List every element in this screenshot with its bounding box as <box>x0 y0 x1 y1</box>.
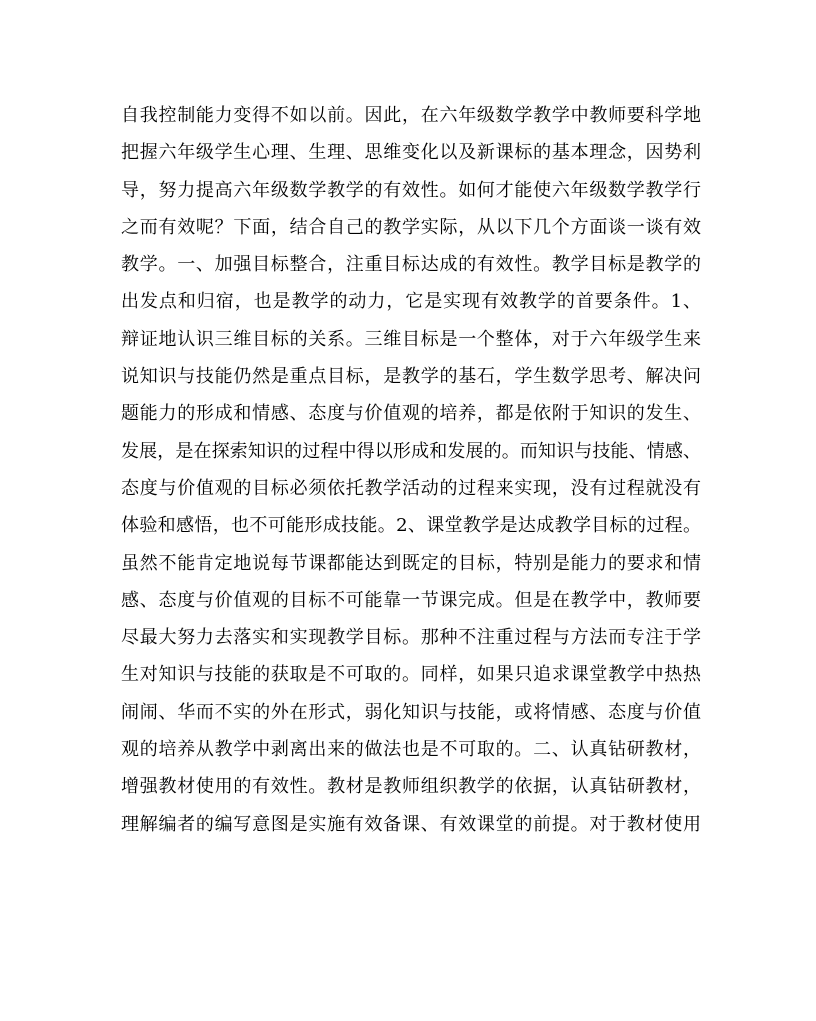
text-line: 导，努力提高六年级数学教学的有效性。如何才能使六年级数学教学行 <box>121 179 701 201</box>
text-line: 发展，是在探索知识的过程中得以形成和发展的。而知识与技能、情感、 <box>121 440 701 462</box>
text-line: 题能力的形成和情感、态度与价值观的培养，都是依附于知识的发生、 <box>121 403 701 425</box>
text-line: 说知识与技能仍然是重点目标，是教学的基石，学生数学思考、解决问 <box>121 366 701 388</box>
text-line: 感、态度与价值观的目标不可能靠一节课完成。但是在教学中，教师要 <box>121 589 701 611</box>
text-line: 辩证地认识三维目标的关系。三维目标是一个整体，对于六年级学生来 <box>121 328 701 350</box>
text-line: 教学。一、加强目标整合，注重目标达成的有效性。教学目标是教学的 <box>121 254 701 276</box>
text-line: 虽然不能肯定地说每节课都能达到既定的目标，特别是能力的要求和情 <box>121 552 701 574</box>
text-line: 尽最大努力去落实和实现教学目标。那种不注重过程与方法而专注于学 <box>121 627 701 649</box>
text-line: 生对知识与技能的获取是不可取的。同样，如果只追求课堂教学中热热 <box>121 664 701 686</box>
text-line: 理解编者的编写意图是实施有效备课、有效课堂的前提。对于教材使用 <box>121 813 701 835</box>
text-line: 增强教材使用的有效性。教材是教师组织教学的依据，认真钻研教材， <box>121 776 701 798</box>
text-line: 出发点和归宿，也是教学的动力，它是实现有效教学的首要条件。1、 <box>121 291 701 313</box>
text-line: 闹闹、华而不实的外在形式，弱化知识与技能，或将情感、态度与价值 <box>121 701 701 723</box>
text-line: 体验和感悟，也不可能形成技能。2、课堂教学是达成教学目标的过程。 <box>121 515 701 537</box>
text-line: 态度与价值观的目标必须依托教学活动的过程来实现，没有过程就没有 <box>121 477 701 499</box>
body-text <box>121 97 701 843</box>
text-line: 自我控制能力变得不如以前。因此，在六年级数学教学中教师要科学地 <box>121 105 701 126</box>
text-line: 之而有效呢？下面，结合自己的教学实际，从以下几个方面谈一谈有效 <box>121 216 701 238</box>
text-line: 把握六年级学生心理、生理、思维变化以及新课标的基本理念，因势利 <box>121 142 701 164</box>
text-line: 观的培养从教学中剥离出来的做法也是不可取的。二、认真钻研教材， <box>121 739 701 761</box>
